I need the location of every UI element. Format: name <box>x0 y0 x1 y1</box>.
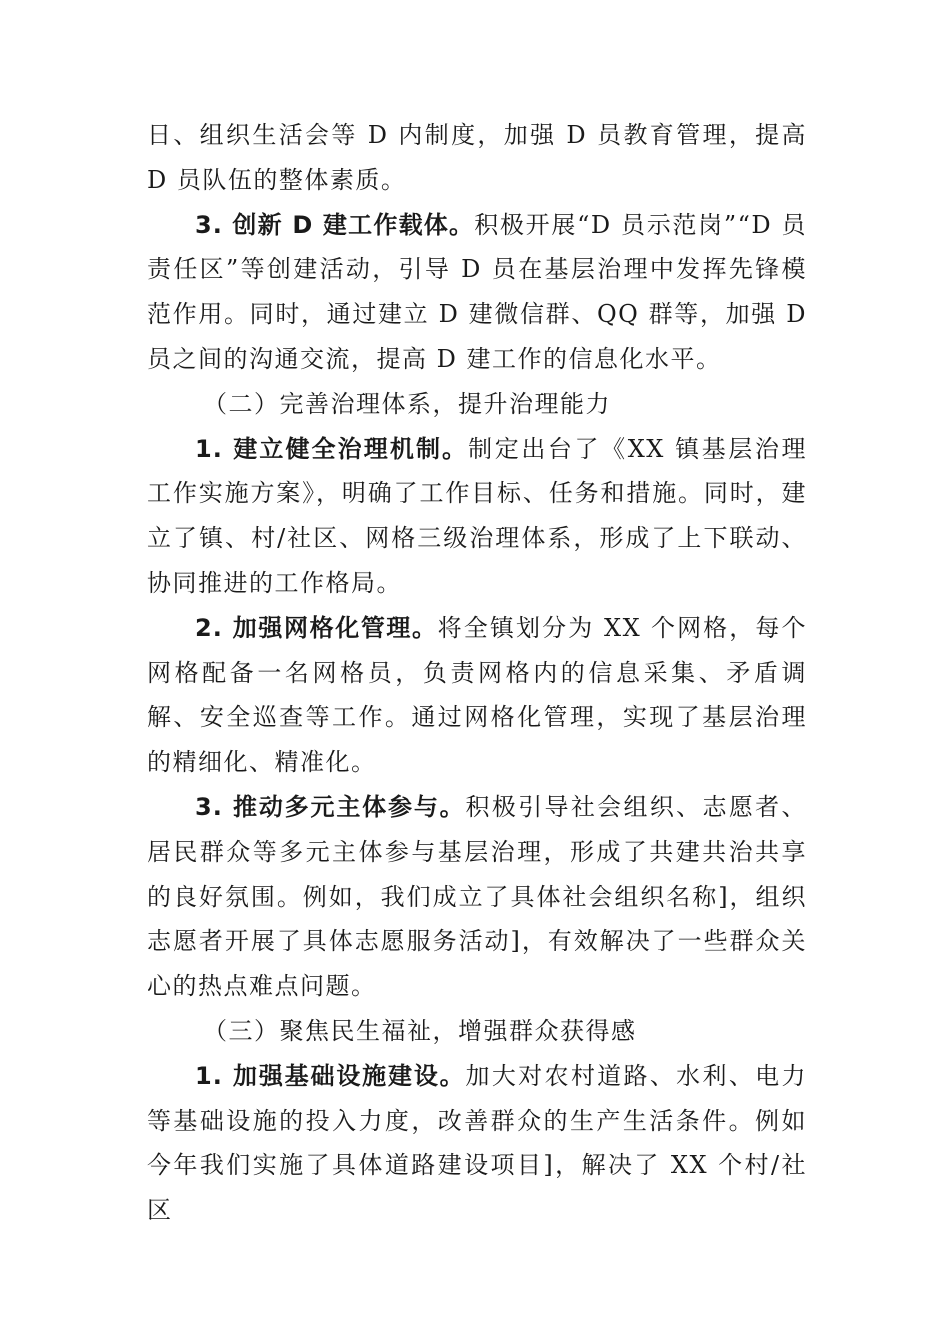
paragraph-lead: 3. 推动多元主体参与。 <box>195 792 466 821</box>
paragraph-text: 日、组织生活会等 D 内制度，加强 D 员教育管理，提高 D 员队伍的整体素质。 <box>147 121 807 194</box>
heading-text: （三）聚焦民生福祉，增强群众获得感 <box>203 1016 637 1045</box>
paragraph-continuation <box>147 113 807 203</box>
paragraph-lead: 1. 加强基础设施建设。 <box>195 1061 466 1090</box>
section-heading-livelihood <box>147 1009 807 1054</box>
paragraph-lead: 2. 加强网格化管理。 <box>195 613 438 642</box>
paragraph-text: 加大对农村道路、水利、电力等基础设施的投入力度，改善群众的生产生活条件。例如今年我们实施了具体道路建设项目]，解决了 XX 个村/社区 <box>147 1061 808 1225</box>
paragraph-lead: 1. 建立健全治理机制。 <box>195 434 469 463</box>
paragraph-item-grid-management <box>147 606 807 785</box>
paragraph-text: 积极开展“D 员示范岗”“D 员责任区”等创建活动，引导 D 员在基层治理中发挥先锋模范作用。同时，通过建立 D 建微信群、QQ 群等，加强 D 员之间的沟通交流，提高 D 建工作的信息化水平。 <box>147 210 807 373</box>
paragraph-item-governance-mechanism <box>147 427 807 606</box>
heading-text: （二）完善治理体系，提升治理能力 <box>203 389 611 418</box>
paragraph-text: 积极引导社会组织、志愿者、居民群众等多元主体参与基层治理，形成了共建共治共享的良好氛围。例如，我们成立了具体社会组织名称]，组织志愿者开展了具体志愿服务活动]，有效解决了一些群众关心的热点难点问题。 <box>147 792 808 1001</box>
paragraph-item-innovate-party-building <box>147 203 807 382</box>
paragraph-text: 制定出台了《XX 镇基层治理工作实施方案》，明确了工作目标、任务和措施。同时，建立了镇、村/社区、网格三级治理体系，形成了上下联动、协同推进的工作格局。 <box>147 434 807 597</box>
paragraph-text: 将全镇划分为 XX 个网格，每个网格配备一名网格员，负责网格内的信息采集、矛盾调解、安全巡查等工作。通过网格化管理，实现了基层治理的精细化、精准化。 <box>147 613 807 777</box>
paragraph-item-infrastructure <box>147 1054 807 1233</box>
paragraph-item-multi-participation <box>147 785 807 1009</box>
paragraph-lead: 3. 创新 D 建工作载体。 <box>195 210 475 239</box>
section-heading-governance-system <box>147 382 807 427</box>
